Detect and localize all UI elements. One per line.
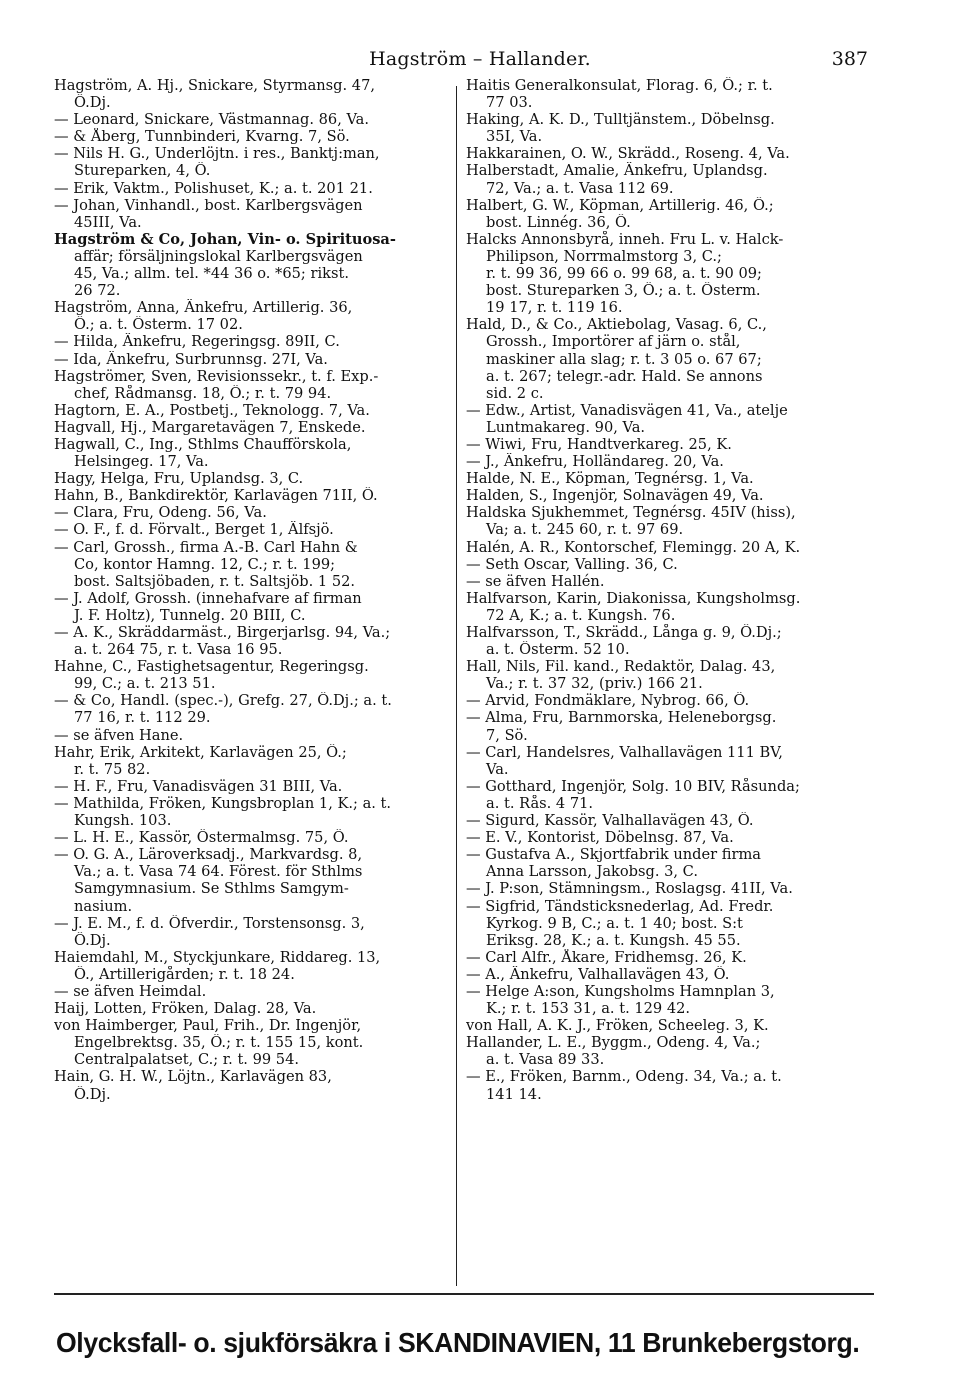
entry-continuation-line: Va.; r. t. 37 32, (priv.) 166 21. <box>486 675 703 693</box>
directory-entry-line: Hagvall, Hj., Margaretavägen 7, Enskede. <box>54 418 366 436</box>
directory-entry-line: Halfvarson, Karin, Diakonissa, Kungsholmsg. <box>466 589 801 607</box>
entry-continuation-line: Samgymnasium. Se Sthlms Samgym- <box>74 880 349 898</box>
entry-continuation-line: 72, Va.; a. t. Vasa 112 69. <box>486 179 674 197</box>
directory-entry-line: — L. H. E., Kassör, Östermalmsg. 75, Ö. <box>54 829 349 847</box>
directory-entry-line: Hahr, Erik, Arkitekt, Karlavägen 25, Ö.; <box>54 743 347 761</box>
directory-entry-line: — Carl Alfr., Åkare, Fridhemsg. 26, K. <box>466 948 747 966</box>
entry-continuation-line: Ö.Dj. <box>74 94 111 112</box>
directory-entry-line: — Clara, Fru, Odeng. 56, Va. <box>54 504 267 522</box>
directory-entry-line: Hagström, A. Hj., Snickare, Styrmansg. 47, <box>54 77 375 94</box>
entry-continuation-line: Ö.; a. t. Österm. 17 02. <box>74 316 243 334</box>
directory-entry-line: Hagström, Anna, Änkefru, Artillerig. 36, <box>54 299 353 317</box>
directory-entry-line: — Erik, Vaktm., Polishuset, K.; a. t. 201 21. <box>54 179 373 197</box>
directory-entry-line: Hall, Nils, Fil. kand., Redaktör, Dalag. 43, <box>466 658 776 676</box>
entry-continuation-line: Helsingeg. 17, Va. <box>74 453 209 471</box>
entry-continuation-line: Grossh., Importörer af järn o. stål, <box>486 333 741 351</box>
entry-continuation-line: K.; r. t. 153 31, a. t. 129 42. <box>486 1000 691 1018</box>
advertisement-banner: Olycksfall- o. sjukförsäkra i SKANDINAVIEN, 11 Brunkebergstorg. <box>56 1327 860 1358</box>
entry-continuation-line: maskiner alla slag; r. t. 3 05 o. 67 67; <box>486 350 762 368</box>
directory-entry-line: Hald, D., & Co., Aktiebolag, Vasag. 6, C., <box>466 316 767 334</box>
column-divider <box>456 86 457 1286</box>
directory-entry-line: — Gustafva A., Skjortfabrik under firma <box>466 846 761 864</box>
entry-continuation-line: 45, Va.; allm. tel. *44 36 o. *65; rikst. <box>74 265 349 283</box>
directory-entry-line: — Nils H. G., Underlöjtn. i res., Banktj:man, <box>54 145 380 163</box>
entry-continuation-line: Centralpalatset, C.; r. t. 99 54. <box>74 1051 300 1069</box>
entry-continuation-line: Luntmakareg. 90, Va. <box>486 418 646 436</box>
directory-entry-line: Hakkarainen, O. W., Skrädd., Roseng. 4, Va. <box>466 145 790 163</box>
running-title: Hagström – Hallander. <box>369 48 591 70</box>
directory-entry-line: — Edw., Artist, Vanadisvägen 41, Va., atelje <box>466 401 788 419</box>
entry-continuation-line: Va; a. t. 245 60, r. t. 97 69. <box>486 521 684 539</box>
directory-entry-line: Hain, G. H. W., Löjtn., Karlavägen 83, <box>54 1068 332 1086</box>
entry-continuation-line: Ö.Dj. <box>74 1085 111 1103</box>
entry-continuation-line: bost. Saltsjöbaden, r. t. Saltsjöb. 1 52. <box>74 572 356 590</box>
directory-entry-line: Hahn, B., Bankdirektör, Karlavägen 71II, Ö. <box>54 487 378 505</box>
entry-continuation-line: affär; försäljningslokal Karlbergsvägen <box>74 247 363 265</box>
entry-continuation-line: 77 03. <box>486 94 533 112</box>
directory-entry-line: — Ida, Änkefru, Surbrunnsg. 27I, Va. <box>54 350 328 368</box>
directory-entry-line: — Helge A:son, Kungsholms Hamnplan 3, <box>466 982 775 1000</box>
entry-continuation-line: chef, Rådmansg. 18, Ö.; r. t. 79 94. <box>74 384 332 402</box>
directory-entry-line: — Hilda, Änkefru, Regeringsg. 89II, C. <box>54 333 340 351</box>
directory-entry-line: Haiemdahl, M., Styckjunkare, Riddareg. 13, <box>54 948 381 966</box>
directory-entry-line: — O. F., f. d. Förvalt., Berget 1, Älfsjö. <box>54 521 334 539</box>
directory-entry-line: — Gotthard, Ingenjör, Solg. 10 BIV, Råsunda; <box>466 777 800 795</box>
entry-continuation-line: Eriksg. 28, K.; a. t. Kungsh. 45 55. <box>486 931 741 949</box>
directory-entry-line: — J. Adolf, Grossh. (innehafvare af firman <box>54 589 362 607</box>
directory-entry-line: — se äfven Hane. <box>54 726 184 744</box>
directory-entry-line: Hahne, C., Fastighetsagentur, Regeringsg. <box>54 658 369 676</box>
directory-entry-line: Haitis Generalkonsulat, Florag. 6, Ö.; r. t. <box>466 77 773 94</box>
directory-entry-line: — Sigurd, Kassör, Valhallavägen 43, Ö. <box>466 812 754 830</box>
entry-continuation-line: 72 A, K.; a. t. Kungsh. 76. <box>486 606 676 624</box>
page-header <box>0 0 960 80</box>
entry-continuation-line: Philipson, Norrmalmstorg 3, C.; <box>486 247 722 265</box>
entry-continuation-line: Engelbrektsg. 35, Ö.; r. t. 155 15, kont. <box>74 1034 364 1052</box>
entry-continuation-line: sid. 2 c. <box>486 384 544 402</box>
entry-continuation-line: 26 72. <box>74 282 121 300</box>
directory-entry-line: Hagy, Helga, Fru, Uplandsg. 3, C. <box>54 470 304 488</box>
entry-continuation-line: Co, kontor Hamng. 12, C.; r. t. 199; <box>74 555 336 573</box>
left-column <box>54 77 459 1103</box>
directory-entry-line: Halbert, G. W., Köpman, Artillerig. 46, Ö.; <box>466 196 774 214</box>
entry-continuation-line: 19 17, r. t. 119 16. <box>486 299 623 317</box>
directory-entry-line: Halden, S., Ingenjör, Solnavägen 49, Va. <box>466 487 764 505</box>
entry-continuation-line: 141 14. <box>486 1085 542 1103</box>
entry-continuation-line: Kungsh. 103. <box>74 812 172 830</box>
entry-continuation-line: Ö., Artillerigården; r. t. 18 24. <box>74 965 295 983</box>
entry-continuation-line: J. F. Holtz), Tunnelg. 20 BIII, C. <box>74 606 306 624</box>
entry-continuation-line: r. t. 99 36, 99 66 o. 99 68, a. t. 90 09; <box>486 265 762 283</box>
directory-entry-line: — se äfven Heimdal. <box>54 982 207 1000</box>
directory-entry-line: Haking, A. K. D., Tulltjänstem., Döbelnsg. <box>466 111 775 129</box>
directory-entry-line: — O. G. A., Läroverksadj., Markvardsg. 8, <box>54 846 363 864</box>
directory-entry-line: Halde, N. E., Köpman, Tegnérsg. 1, Va. <box>466 470 754 488</box>
directory-entry-line: — Wiwi, Fru, Handtverkareg. 25, K. <box>466 435 732 453</box>
entry-continuation-line: a. t. 267; telegr.-adr. Hald. Se annons <box>486 367 763 385</box>
directory-entry-line: — Carl, Grossh., firma A.-B. Carl Hahn & <box>54 538 358 556</box>
directory-entry-line: — & Co, Handl. (spec.-), Grefg. 27, Ö.Dj.; a. t. <box>54 692 392 710</box>
directory-entry-line: — Arvid, Fondmäklare, Nybrog. 66, Ö. <box>466 692 750 710</box>
entry-continuation-line: 35I, Va. <box>486 128 543 146</box>
directory-entry-line: — A. K., Skräddarmäst., Birgerjarlsg. 94, Va.; <box>54 624 391 641</box>
entry-continuation-line: a. t. Rås. 4 71. <box>486 794 594 812</box>
directory-entry-line: Hagströmer, Sven, Revisionssekr., t. f. Exp.- <box>54 367 379 385</box>
directory-entry-line: Haij, Lotten, Fröken, Dalag. 28, Va. <box>54 1000 317 1018</box>
entry-continuation-line: r. t. 75 82. <box>74 760 151 778</box>
directory-entry-line: Halcks Annonsbyrå, inneh. Fru L. v. Halck- <box>466 230 784 248</box>
entry-continuation-line: 77 16, r. t. 112 29. <box>74 709 211 727</box>
directory-entry-line: — H. F., Fru, Vanadisvägen 31 BIII, Va. <box>54 777 343 795</box>
directory-entry-line: — Sigfrid, Tändsticksnederlag, Ad. Fredr. <box>466 897 774 915</box>
directory-entry-line: von Hall, A. K. J., Fröken, Scheeleg. 3, K. <box>466 1017 769 1035</box>
directory-entry-line: — Johan, Vinhandl., bost. Karlbergsvägen <box>54 196 363 214</box>
entry-continuation-line: 99, C.; a. t. 213 51. <box>74 675 216 693</box>
entry-continuation-line: a. t. Vasa 89 33. <box>486 1051 605 1069</box>
directory-entry-line: — Mathilda, Fröken, Kungsbroplan 1, K.; a. t. <box>54 794 392 812</box>
directory-entry-line: Hagtorn, E. A., Postbetj., Teknologg. 7, Va. <box>54 401 370 419</box>
directory-entry-line: Hagström & Co, Johan, Vin- o. Spirituosa- <box>54 230 396 248</box>
directory-entry-line: — Seth Oscar, Valling. 36, C. <box>466 555 678 573</box>
entry-continuation-line: nasium. <box>74 897 133 915</box>
right-column <box>466 77 871 1103</box>
directory-entry-line: — Carl, Handelsres, Valhallavägen 111 BV, <box>466 743 783 761</box>
entry-continuation-line: Ö.Dj. <box>74 931 111 949</box>
page-number: 387 <box>831 48 868 70</box>
directory-entry-line: — se äfven Hallén. <box>466 572 605 590</box>
directory-entry-line: — E. V., Kontorist, Döbelnsg. 87, Va. <box>466 829 734 847</box>
entry-continuation-line: Va.; a. t. Vasa 74 64. Förest. för Sthlms <box>74 863 363 881</box>
directory-entry-line: Halberstadt, Amalie, Änkefru, Uplandsg. <box>466 162 768 180</box>
directory-entry-line: Halfvarsson, T., Skrädd., Långa g. 9, Ö.Dj.; <box>466 624 782 641</box>
entry-continuation-line: 7, Sö. <box>486 726 528 744</box>
directory-entry-line: — J. E. M., f. d. Öfverdir., Torstensonsg. 3, <box>54 914 365 932</box>
directory-entry-line: — & Åberg, Tunnbinderi, Kvarng. 7, Sö. <box>54 128 350 146</box>
bottom-rule <box>54 1293 874 1295</box>
entry-continuation-line: bost. Stureparken 3, Ö.; a. t. Österm. <box>486 282 761 300</box>
directory-entry-line: — J. P:son, Stämningsm., Roslagsg. 41II, Va. <box>466 880 793 898</box>
entry-continuation-line: Stureparken, 4, Ö. <box>74 162 211 180</box>
entry-continuation-line: Kyrkog. 9 B, C.; a. t. 1 40; bost. S:t <box>486 914 743 932</box>
directory-entry-line: — Alma, Fru, Barnmorska, Heleneborgsg. <box>466 709 777 727</box>
directory-entry-line: von Haimberger, Paul, Frih., Dr. Ingenjör, <box>54 1017 362 1035</box>
directory-entry-line: Hagwall, C., Ing., Sthlms Chaufförskola, <box>54 435 352 453</box>
directory-entry-line: — A., Änkefru, Valhallavägen 43, Ö. <box>466 965 730 983</box>
entry-continuation-line: bost. Linnég. 36, Ö. <box>486 213 631 231</box>
directory-entry-line: — Leonard, Snickare, Västmannag. 86, Va. <box>54 111 370 129</box>
entry-continuation-line: 45III, Va. <box>74 213 142 231</box>
directory-entry-line: — J., Änkefru, Holländareg. 20, Va. <box>466 453 724 471</box>
directory-entry-line: Haldska Sjukhemmet, Tegnérsg. 45IV (hiss), <box>466 504 796 522</box>
directory-entry-line: Hallander, L. E., Byggm., Odeng. 4, Va.; <box>466 1034 761 1052</box>
entry-continuation-line: a. t. Österm. 52 10. <box>486 641 630 659</box>
entry-continuation-line: a. t. 264 75, r. t. Vasa 16 95. <box>74 641 283 659</box>
entry-continuation-line: Va. <box>486 760 509 778</box>
directory-entry-line: Halén, A. R., Kontorschef, Flemingg. 20 A, K. <box>466 538 801 556</box>
entry-continuation-line: Anna Larsson, Jakobsg. 3, C. <box>486 863 698 881</box>
directory-entry-line: — E., Fröken, Barnm., Odeng. 34, Va.; a. t. <box>466 1068 782 1086</box>
